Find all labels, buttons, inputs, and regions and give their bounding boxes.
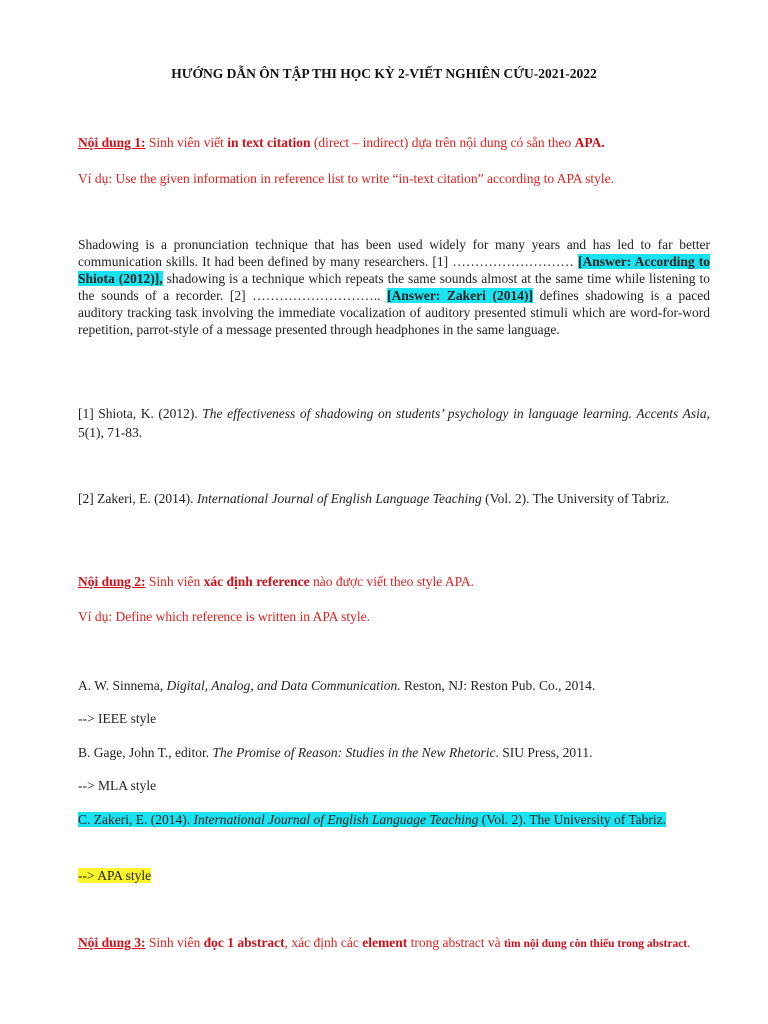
option-c-answer bbox=[78, 866, 710, 885]
option-b-title: The Promise of Reason: Studies in the New Rhetoric bbox=[212, 745, 496, 760]
reference-2-pre: [2] Zakeri, E. (2014). bbox=[78, 491, 197, 506]
option-c bbox=[78, 810, 710, 829]
reference-1-pre: [1] Shiota, K. (2012). bbox=[78, 406, 203, 421]
section-2-bold: xác định reference bbox=[203, 574, 310, 589]
option-c-answer-highlight: --> APA style bbox=[78, 868, 152, 883]
page-title: HƯỚNG DẪN ÔN TẬP THI HỌC KỲ 2-VIẾT NGHIÊN CỨU-2021-2022 bbox=[171, 66, 597, 81]
option-a-pre: A. W. Sinnema, bbox=[78, 678, 167, 693]
section-3-intro: Sinh viên bbox=[145, 935, 204, 950]
option-b bbox=[78, 743, 710, 762]
section-3-mid: , xác định các bbox=[284, 935, 363, 950]
section-1-intro: Sinh viên viết bbox=[145, 135, 228, 150]
section-2-rest: nào được viết theo style APA. bbox=[309, 574, 474, 589]
section-3-heading bbox=[78, 934, 710, 953]
reference-1-title: The effectiveness of shadowing on students’ psychology in language learning. Accents Asia bbox=[202, 406, 707, 421]
section-2-heading bbox=[78, 574, 710, 590]
passage-part-2: shadowing is a technique which repeats the same sounds almost at the same time while listening to the sounds of a recorder. [2] ……………………….. bbox=[78, 271, 711, 303]
answer-2: [Answer: Zakeri (2014)] bbox=[387, 288, 534, 303]
reference-2-title: International Journal of English Language Teaching bbox=[196, 491, 482, 506]
reference-1 bbox=[78, 404, 710, 442]
option-c-post: (Vol. 2). The University of Tabriz. bbox=[478, 812, 666, 827]
passage-part-1: Shadowing is a pronunciation technique that has been used widely for many years and has led to far better communication skills. It had been defined by many researchers. [1] ……………………… bbox=[78, 237, 710, 269]
section-1-heading bbox=[78, 135, 710, 151]
section-1-apa: APA. bbox=[574, 135, 605, 150]
section-1-example: Ví dụ: Use the given information in reference list to write “in-text citation” according to APA style. bbox=[78, 171, 614, 186]
option-a bbox=[78, 676, 710, 695]
section-3-label: Nội dung 3: bbox=[78, 935, 146, 950]
section-2-example: Ví dụ: Define which reference is written in APA style. bbox=[78, 609, 370, 624]
option-a-post: Reston, NJ: Reston Pub. Co., 2014. bbox=[400, 678, 596, 693]
reference-2-post: (Vol. 2). The University of Tabriz. bbox=[481, 491, 670, 506]
section-2-intro: Sinh viên bbox=[145, 574, 204, 589]
section-1-label: Nội dung 1: bbox=[78, 135, 146, 150]
passage bbox=[78, 236, 710, 338]
reference-2 bbox=[78, 489, 710, 508]
section-3-end: . bbox=[687, 935, 691, 950]
section-1-rest: (direct – indirect) dựa trên nội dung có sẵn theo bbox=[310, 135, 575, 150]
section-1-bold: in text citation bbox=[227, 135, 311, 150]
section-3-bold-2: element bbox=[362, 935, 408, 950]
section-3-bold-1: đọc 1 abstract bbox=[203, 935, 285, 950]
section-3-bold-3: tìm nội dung còn thiếu trong abstract bbox=[503, 938, 688, 950]
option-c-pre: C. Zakeri, E. (2014). bbox=[78, 812, 194, 827]
option-a-answer: --> IEEE style bbox=[78, 711, 157, 726]
option-a-title: Digital, Analog, and Data Communication. bbox=[166, 678, 401, 693]
option-c-highlight bbox=[78, 812, 666, 827]
section-3-mid-2: trong abstract và bbox=[407, 935, 504, 950]
option-c-title: International Journal of English Language Teaching bbox=[193, 812, 479, 827]
option-b-answer: --> MLA style bbox=[78, 778, 157, 793]
reference-1-post: , 5(1), 71-83. bbox=[78, 406, 710, 440]
option-b-pre: B. Gage, John T., editor. bbox=[78, 745, 213, 760]
option-b-post: . SIU Press, 2011. bbox=[495, 745, 593, 760]
answer-1: [Answer: According to Shiota (2012)], bbox=[78, 254, 710, 286]
section-2-label: Nội dung 2: bbox=[78, 574, 146, 589]
passage-part-3: defines shadowing is a paced auditory tracking task involving the immediate vocalization of auditory presented stimuli which are word-for-word repetition, parrot-style of a message presented through headphones in the same language. bbox=[78, 288, 710, 337]
